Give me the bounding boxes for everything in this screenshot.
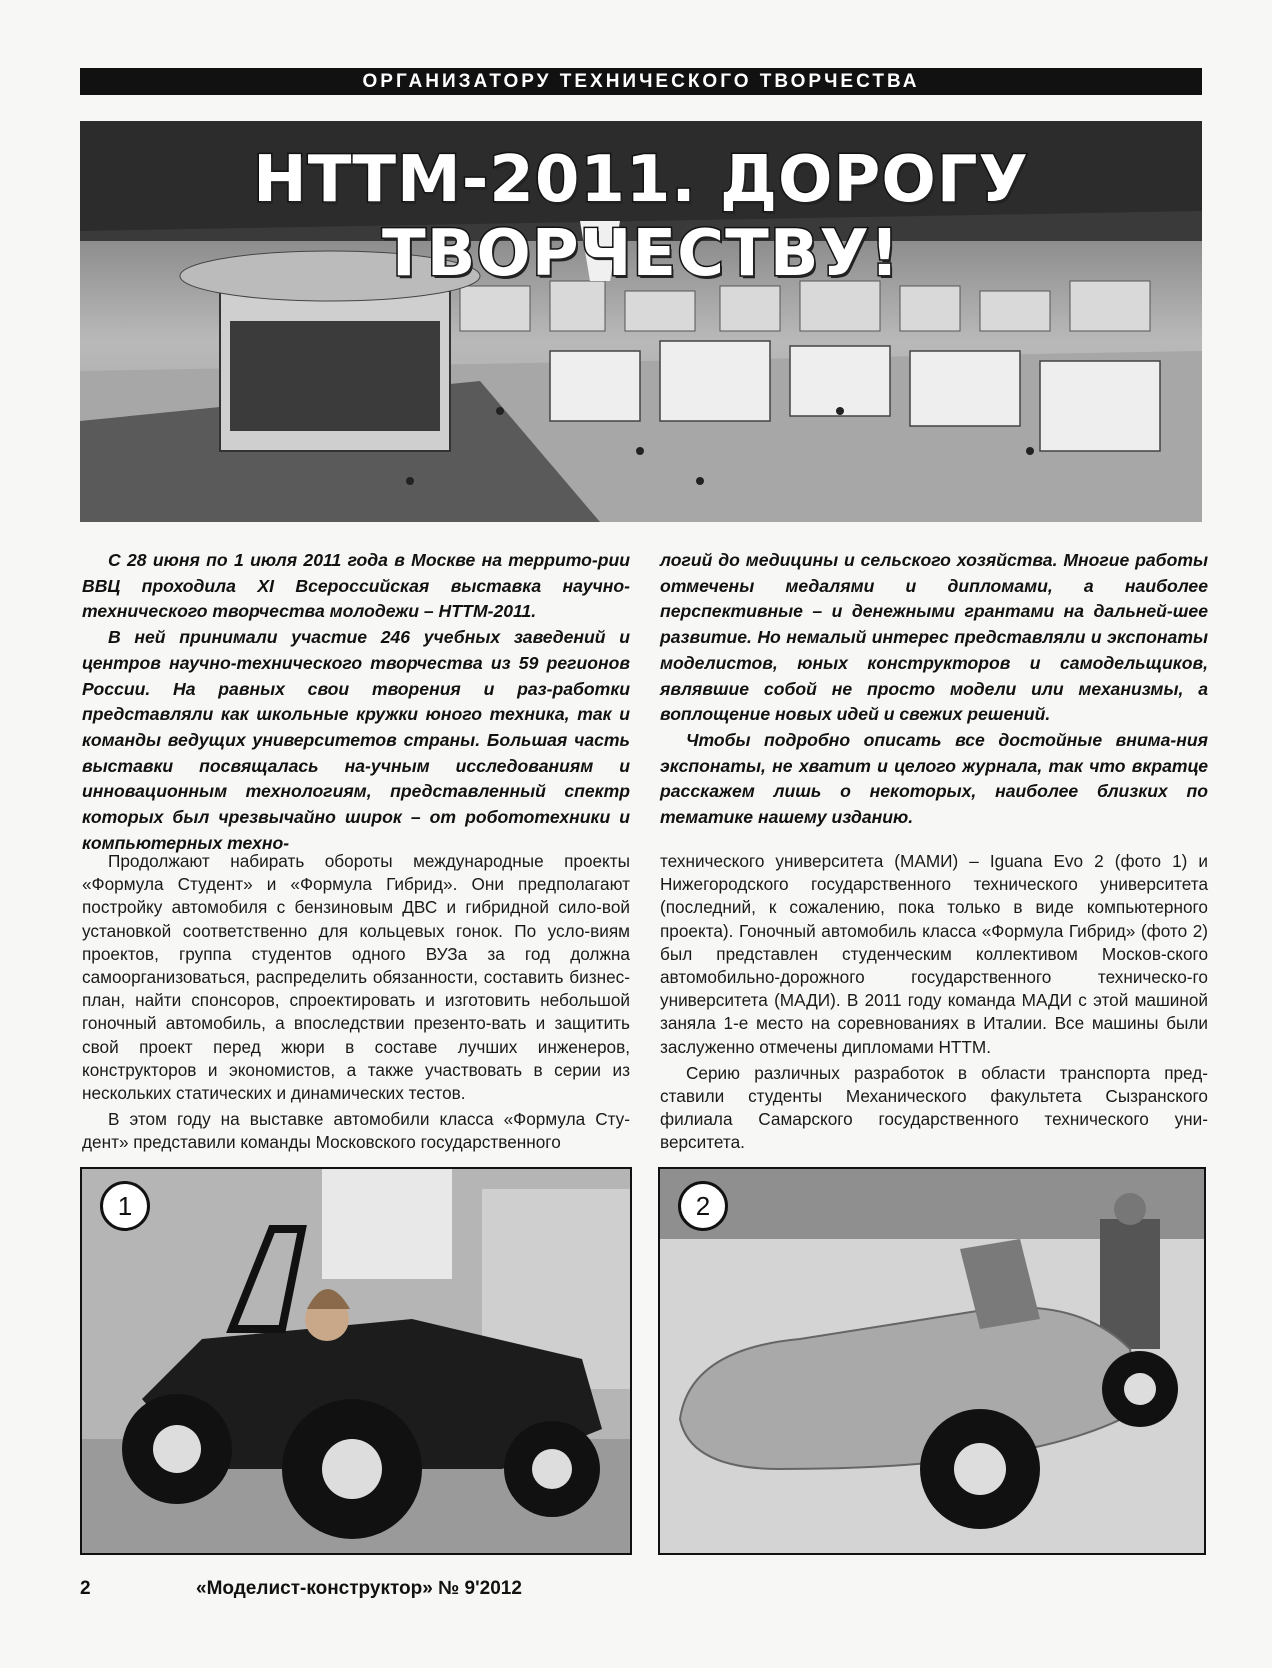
photo-number-badge: 1 bbox=[100, 1181, 150, 1231]
formula-student-car-illustration bbox=[82, 1169, 630, 1553]
lead-paragraph: В ней принимали участие 246 учебных заведений и центров научно-технического творчества из 59 регионов России. На равных свои творения и раз-работки представляли как школьные кружки юного техника, так и команды ведущих университетов страны. Большая часть выставки посвящалась на-учным исследованиям и инновационным технологиям, представленный спектр которых был чрезвычайно широк – от робототехники и компьютерных техно- bbox=[82, 627, 630, 853]
hero-photo-exhibition-hall bbox=[80, 121, 1202, 522]
lead-column-left bbox=[82, 548, 630, 853]
photo-formula-hybrid-car bbox=[658, 1167, 1206, 1555]
body-paragraph: технического университета (МАМИ) – Iguana Evo 2 (фото 1) и Нижегородского государственного технического университета (последний, к сожалению, пока только в виде компьютерного проекта). Гоночный автомобиль класса «Формула Гибрид» (фото 2) был представлен студенческим коллективом Москов-ского автомобильно-дорожного государственного техническо-го университета (МАДИ). В 2011 году команда МАДИ с этой машиной заняла 1-е место на соревнованиях в Италии. Все машины были заслуженно отмечены дипломами НТТМ. bbox=[660, 851, 1208, 1057]
section-header-band: ОРГАНИЗАТОРУ ТЕХНИЧЕСКОГО ТВОРЧЕСТВА bbox=[80, 68, 1202, 95]
journal-issue: «Моделист-конструктор» № 9'2012 bbox=[196, 1578, 522, 1599]
body-paragraph: В этом году на выставке автомобили класса «Формула Сту-дент» представили команды Московского государственного bbox=[82, 1109, 630, 1153]
page-number: 2 bbox=[80, 1578, 91, 1599]
body-column-right bbox=[660, 850, 1208, 1153]
body-paragraph: Продолжают набирать обороты международные проекты «Формула Студент» и «Формула Гибрид». Они предполагают постройку автомобиля с бензиновым ДВС и гибридной сило-вой установкой соответственно для кольцевых гонок. По усло-виям проектов, группа студентов одного ВУЗа за год должна самоорганизоваться, распределить обязанности, составить бизнес-план, найти спонсоров, спроектировать и изготовить небольшой гоночный автомобиль, а впоследствии презенто-вать и защитить свой проект перед жюри в составе лучших инженеров, конструкторов и экономистов, а также участвовать в серии из нескольких статических и динамических тестов. bbox=[82, 851, 630, 1104]
body-column-left bbox=[82, 850, 630, 1153]
lead-paragraph: логий до медицины и сельского хозяйства. Многие работы отмечены медалями и дипломами, а наиболее перспективные – и денежными грантами на дальней-шее развитие. Но немалый интерес представляли и экспонаты моделистов, юных конструкторов и самодельщиков, являвшие собой не просто модели или механизмы, а воплощение новых идей и свежих решений. bbox=[660, 550, 1208, 725]
lead-paragraph: С 28 июня по 1 июля 2011 года в Москве на террито-рии ВВЦ проходила XI Всероссийская выставка научно-технического творчества молодежи – НТТМ-2011. bbox=[82, 550, 630, 622]
lead-paragraph: Чтобы подробно описать все достойные внима-ния экспонаты, не хватит и целого журнала, так что вкратце расскажем лишь о некоторых, наиболее близких по тематике нашему изданию. bbox=[660, 729, 1208, 828]
lead-column-right bbox=[660, 548, 1208, 834]
article-title: НТТМ-2011. ДОРОГУ ТВОРЧЕСТВУ! bbox=[253, 143, 1029, 291]
photo-formula-student-car bbox=[80, 1167, 632, 1555]
body-paragraph: Серию различных разработок в области транспорта пред-ставили студенты Механического факультета Сызранского филиала Самарского государственного технического уни-верситета. bbox=[660, 1062, 1208, 1153]
photo-number-badge: 2 bbox=[678, 1181, 728, 1231]
formula-hybrid-car-illustration bbox=[660, 1169, 1204, 1553]
